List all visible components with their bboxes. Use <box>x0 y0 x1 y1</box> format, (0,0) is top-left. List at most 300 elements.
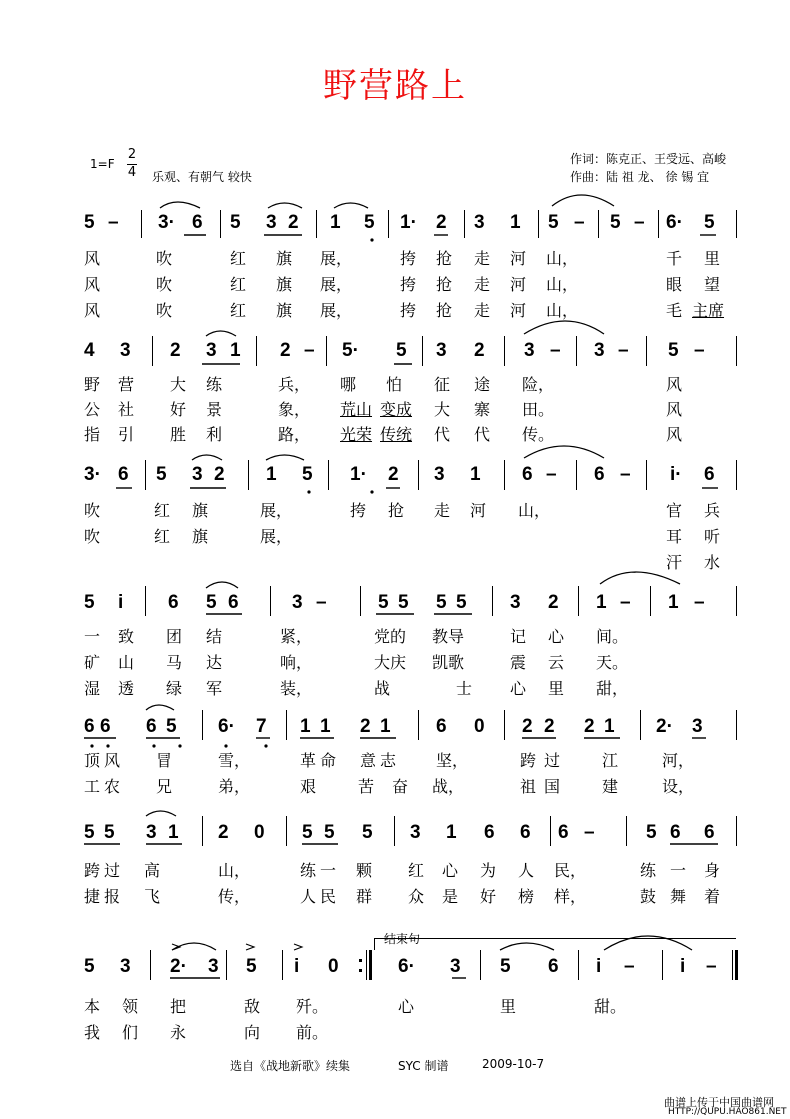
lyric: 舞 <box>670 887 687 906</box>
note: – <box>618 340 629 361</box>
note: 6 <box>548 956 559 977</box>
note: – <box>304 340 315 361</box>
lyric: 风 <box>666 400 683 419</box>
lyric: 展， <box>320 275 353 294</box>
lyric: 风 <box>84 275 101 294</box>
lyric: 展， <box>320 301 353 320</box>
lyric: 展， <box>320 249 353 268</box>
note: 1 <box>668 592 679 613</box>
slur <box>160 202 200 208</box>
note: i <box>294 956 300 977</box>
slur <box>334 203 368 208</box>
lyric: 高 <box>144 861 161 880</box>
note: 6 <box>704 464 715 485</box>
lyric: 哪 <box>340 375 357 394</box>
note: 5 <box>84 822 95 843</box>
lyric: 心 <box>442 861 459 880</box>
lyric: 心 <box>510 679 527 698</box>
lyric: 透 <box>118 679 135 698</box>
lyric: 报 <box>104 887 121 906</box>
note: 5 <box>84 592 95 613</box>
lyric: 兵， <box>278 375 311 394</box>
lyric: 光荣 <box>340 425 373 444</box>
lyric: 为 <box>480 861 497 880</box>
lyric: 弟， <box>218 777 251 796</box>
note: 6 <box>522 464 533 485</box>
lyric: 征 <box>434 375 451 394</box>
note: 5 <box>84 956 95 977</box>
lyricist-credit: 作词：陈克正、王受远、高峻 <box>570 152 727 166</box>
lyric: 望 <box>704 275 721 294</box>
note: 1 <box>446 822 457 843</box>
lyric: 吹 <box>84 501 101 520</box>
lyric: 象， <box>278 400 311 419</box>
engraver-note: SYC 制谱 <box>398 1059 449 1073</box>
note: 2 <box>474 340 485 361</box>
note: 2 <box>288 212 299 233</box>
lyric: 田。 <box>522 400 555 419</box>
lyric: 革 <box>300 751 317 770</box>
lyric: 怕 <box>386 375 403 394</box>
lyric: 江 <box>602 751 619 770</box>
note: 6 <box>118 464 129 485</box>
lyric: 公 <box>84 400 101 419</box>
lyric: 命 <box>320 751 337 770</box>
lyric: 走 <box>474 301 491 320</box>
note: – <box>546 464 557 485</box>
note: 5 <box>396 340 407 361</box>
watermark-text: 曲谱上传于中国曲谱网 <box>664 1096 774 1109</box>
lyric: 跨 <box>84 861 101 880</box>
lyric: 民， <box>554 861 587 880</box>
lyric: 绿 <box>166 679 183 698</box>
low-octave-dot <box>152 744 155 747</box>
lyric: 景 <box>206 400 223 419</box>
lyric: 大 <box>434 400 451 419</box>
note: 1 <box>510 212 521 233</box>
lyric: 山， <box>218 861 251 880</box>
lyric: 指 <box>84 425 101 444</box>
lyric: 吹 <box>156 249 173 268</box>
note: 0 <box>254 822 265 843</box>
lyric: 跨 <box>520 751 537 770</box>
note: 5 <box>206 592 217 613</box>
lyric: 前。 <box>296 1023 329 1042</box>
lyric: 挎 <box>350 501 367 520</box>
lyric: 风 <box>84 301 101 320</box>
lyric: 荒山 <box>340 400 373 419</box>
note: 1 <box>380 716 391 737</box>
lyric: 旗 <box>192 501 209 520</box>
note: 3 <box>474 212 485 233</box>
lyric: 紧， <box>280 627 313 646</box>
lyric: 马 <box>166 653 183 672</box>
note: 5 <box>378 592 389 613</box>
lyric: 震 <box>510 653 527 672</box>
note: 5 <box>668 340 679 361</box>
lyric: 传统 <box>380 425 413 444</box>
note: 3 <box>192 464 203 485</box>
note: 5 <box>704 212 715 233</box>
note: 3 <box>436 340 447 361</box>
note: 3 <box>594 340 605 361</box>
lyric: 毛 <box>666 301 683 320</box>
lyric: 听 <box>704 527 721 546</box>
lyric: 红 <box>154 501 171 520</box>
slur <box>552 195 614 206</box>
note: 2 <box>388 464 399 485</box>
lyric: 大庆 <box>374 653 407 672</box>
note: 1 <box>330 212 341 233</box>
lyric: 意 <box>360 751 377 770</box>
lyric: 民 <box>320 887 337 906</box>
note: 2 <box>170 340 181 361</box>
note: 3 <box>120 956 131 977</box>
lyric: 把 <box>170 997 187 1016</box>
song-title: 野营路上 <box>323 66 467 106</box>
lyric: 团 <box>166 627 183 646</box>
lyric: 记 <box>510 627 527 646</box>
note: 6 <box>558 822 569 843</box>
note: 1 <box>168 822 179 843</box>
lyric: 众 <box>408 887 425 906</box>
note: 1 <box>300 716 311 737</box>
note: 2 <box>522 716 533 737</box>
lyric: 里 <box>548 679 565 698</box>
note: 2· <box>170 956 187 977</box>
lyric: 抢 <box>436 249 453 268</box>
lyric: 歼。 <box>296 997 329 1016</box>
lyric: 代 <box>434 425 451 444</box>
note: – <box>574 212 585 233</box>
note: 5 <box>610 212 621 233</box>
low-octave-dot <box>90 744 93 747</box>
note: i <box>596 956 602 977</box>
note: 3· <box>84 464 101 485</box>
lyric: 祖 <box>520 777 537 796</box>
lyric: 群 <box>356 887 373 906</box>
lyric: 人 <box>300 887 317 906</box>
lyric: 我 <box>84 1023 101 1042</box>
lyric: 主席 <box>692 301 725 320</box>
note: 6 <box>100 716 111 737</box>
note: – <box>706 956 717 977</box>
lyric: 工 <box>84 777 101 796</box>
note: 0 <box>474 716 485 737</box>
lyric: 甜， <box>596 679 629 698</box>
note: 5 <box>302 464 313 485</box>
note: 5· <box>342 340 359 361</box>
note: 2 <box>214 464 225 485</box>
note: 1 <box>604 716 615 737</box>
note: 3 <box>146 822 157 843</box>
note: 5 <box>302 822 313 843</box>
lyric: 传， <box>218 887 251 906</box>
note: 3· <box>158 212 175 233</box>
lyric: 红 <box>230 249 247 268</box>
slur <box>146 811 176 816</box>
note: 6 <box>84 716 95 737</box>
lyric: 走 <box>434 501 451 520</box>
lyric: 身 <box>704 861 721 880</box>
note: 5 <box>84 212 95 233</box>
lyric: 旗 <box>276 301 293 320</box>
note: – <box>316 592 327 613</box>
lyric: 天。 <box>596 653 629 672</box>
lyric: 营 <box>118 375 135 394</box>
lyric: 响， <box>280 653 313 672</box>
slur <box>268 203 302 208</box>
note: 3 <box>208 956 219 977</box>
lyric: 甜。 <box>594 997 627 1016</box>
lyric: 奋 <box>392 777 409 796</box>
note: – <box>694 592 705 613</box>
lyric: 水 <box>704 553 721 572</box>
note: 6· <box>666 212 683 233</box>
lyric: 好 <box>480 887 497 906</box>
note: 6 <box>168 592 179 613</box>
note: 3 <box>524 340 535 361</box>
lyric: 向 <box>244 1023 261 1042</box>
lyric: 冒 <box>156 751 173 770</box>
lyric: 间。 <box>596 627 629 646</box>
note: 6 <box>228 592 239 613</box>
lyric: 河 <box>470 501 487 520</box>
low-octave-dot <box>370 238 373 241</box>
lyric: 山 <box>118 653 135 672</box>
note: 7 <box>256 716 267 737</box>
lyric: 好 <box>170 400 187 419</box>
slur <box>192 455 222 460</box>
lyric: 官 <box>666 501 683 520</box>
lyric: 抢 <box>436 301 453 320</box>
lyric: 本 <box>84 997 101 1016</box>
low-octave-dot <box>307 490 310 493</box>
note: 5 <box>436 592 447 613</box>
lyric: 艰 <box>300 777 317 796</box>
lyric: 旗 <box>276 275 293 294</box>
lyric: 途 <box>474 375 491 394</box>
note: 6 <box>484 822 495 843</box>
lyric: 士 <box>456 679 473 698</box>
lyric: 党的 <box>374 627 407 646</box>
lyric: 利 <box>206 425 223 444</box>
note: – <box>634 212 645 233</box>
lyric: 展， <box>260 527 293 546</box>
lyric: 胜 <box>170 425 187 444</box>
lyric: 雪， <box>218 751 251 770</box>
tempo-marking: 乐观、有朝气 较快 <box>152 170 252 184</box>
lyric: 是 <box>442 887 459 906</box>
lyric: 顶 <box>84 751 101 770</box>
lyric: 野 <box>84 375 101 394</box>
note: i <box>680 956 686 977</box>
note: – <box>550 340 561 361</box>
lyric: 风 <box>84 249 101 268</box>
lyric: 设， <box>662 777 695 796</box>
note: 5 <box>548 212 559 233</box>
note: – <box>694 340 705 361</box>
lyric: 过 <box>544 751 561 770</box>
note: 3 <box>292 592 303 613</box>
lyric: 旗 <box>276 249 293 268</box>
lyric: 走 <box>474 249 491 268</box>
lyric: 着 <box>704 887 721 906</box>
lyric: 坚， <box>436 751 469 770</box>
lyric: 风 <box>666 375 683 394</box>
lyric: 云 <box>548 653 565 672</box>
note: 5 <box>456 592 467 613</box>
low-octave-dot <box>370 490 373 493</box>
lyric: 练 <box>206 375 223 394</box>
lyric: 结 <box>206 627 223 646</box>
low-octave-dot <box>106 744 109 747</box>
lyric: 一 <box>84 627 101 646</box>
note: 3 <box>410 822 421 843</box>
lyric: 吹 <box>84 527 101 546</box>
note: – <box>108 212 119 233</box>
lyric: 汗 <box>666 553 683 572</box>
lyric: 变成 <box>380 400 413 419</box>
lyric: 社 <box>118 400 135 419</box>
note: 1· <box>350 464 367 485</box>
source-note: 选自《战地新歌》续集 <box>230 1059 351 1073</box>
lyric: 千 <box>666 249 683 268</box>
lyric: 教导 <box>432 627 465 646</box>
note: 5 <box>104 822 115 843</box>
note: 5 <box>156 464 167 485</box>
lyric: 建 <box>602 777 619 796</box>
slur <box>500 943 554 950</box>
lyric: 险， <box>522 375 555 394</box>
lyric: 战 <box>374 679 391 698</box>
low-octave-dot <box>264 744 267 747</box>
lyric: 一 <box>670 861 687 880</box>
lyric: 国 <box>544 777 561 796</box>
lyric: 样， <box>554 887 587 906</box>
note: – <box>620 464 631 485</box>
lyric: 红 <box>230 301 247 320</box>
lyric: 代 <box>474 425 491 444</box>
note: 6 <box>436 716 447 737</box>
lyric: 领 <box>122 997 139 1016</box>
note: i· <box>670 464 682 485</box>
note: 3 <box>120 340 131 361</box>
lyric: 吹 <box>156 301 173 320</box>
note: 6· <box>398 956 415 977</box>
note: – <box>620 592 631 613</box>
note: 5 <box>246 956 257 977</box>
lyric: 兵 <box>704 501 721 520</box>
time-signature-denominator: 4 <box>127 165 137 180</box>
lyric: 引 <box>118 425 135 444</box>
note: 4 <box>84 340 95 361</box>
note: 2 <box>280 340 291 361</box>
lyric: 永 <box>170 1023 187 1042</box>
lyric: 颗 <box>356 861 373 880</box>
note: 6 <box>670 822 681 843</box>
note: 2 <box>218 822 229 843</box>
lyric: 一 <box>320 861 337 880</box>
lyric: 展， <box>260 501 293 520</box>
lyric: 抢 <box>436 275 453 294</box>
note: 2 <box>544 716 555 737</box>
lyric: 练 <box>300 861 317 880</box>
lyric: 过 <box>104 861 121 880</box>
note: 5 <box>398 592 409 613</box>
lyric: 凯歌 <box>432 653 465 672</box>
lyric: 榜 <box>518 887 535 906</box>
note: 5 <box>364 212 375 233</box>
lyric: 军 <box>206 679 223 698</box>
lyric: 达 <box>206 653 223 672</box>
lyric: 敌 <box>244 997 261 1016</box>
accent-mark <box>246 944 254 950</box>
lyric: 抢 <box>388 501 405 520</box>
lyric: 农 <box>104 777 121 796</box>
lyric: 苦 <box>358 777 375 796</box>
note: 5 <box>166 716 177 737</box>
lyric: 风 <box>666 425 683 444</box>
time-signature-numerator: 2 <box>127 147 137 162</box>
note: 5 <box>500 956 511 977</box>
lyric: 河 <box>510 275 527 294</box>
lyric: 心 <box>548 627 565 646</box>
note: 2 <box>548 592 559 613</box>
note: 6· <box>218 716 235 737</box>
lyric: 们 <box>122 1023 139 1042</box>
lyric: 红 <box>408 861 425 880</box>
composer-credit: 作曲：陆 祖 龙、 徐 锡 宜 <box>570 170 710 184</box>
note: 3 <box>692 716 703 737</box>
lyric: 湿 <box>84 679 101 698</box>
lyric: 矿 <box>84 653 101 672</box>
lyric: 山， <box>546 275 579 294</box>
lyric: 挎 <box>400 301 417 320</box>
note: 1 <box>470 464 481 485</box>
note: 2 <box>584 716 595 737</box>
note: 1 <box>320 716 331 737</box>
note: 5 <box>324 822 335 843</box>
lyric: 山， <box>546 249 579 268</box>
key-signature: 1=F <box>90 157 115 171</box>
slur <box>146 705 174 710</box>
lyric: 战， <box>432 777 465 796</box>
lyric: 兄 <box>156 777 173 796</box>
slur <box>604 936 692 950</box>
note: – <box>584 822 595 843</box>
note: i <box>118 592 124 613</box>
note: 5 <box>362 822 373 843</box>
lyric: 山， <box>546 301 579 320</box>
note: 6 <box>594 464 605 485</box>
lyric: 红 <box>230 275 247 294</box>
lyric: 飞 <box>144 887 161 906</box>
note: 3 <box>434 464 445 485</box>
lyric: 练 <box>640 861 657 880</box>
note: 5 <box>646 822 657 843</box>
lyric: 寨 <box>474 400 491 419</box>
note: 3 <box>266 212 277 233</box>
lyric: 吹 <box>156 275 173 294</box>
ending-label: 结束句 <box>384 932 421 946</box>
lyric: 河， <box>662 751 695 770</box>
lyric: 山， <box>518 501 551 520</box>
lyric: 红 <box>154 527 171 546</box>
slur <box>206 331 236 336</box>
note: 6 <box>520 822 531 843</box>
note: 2 <box>360 716 371 737</box>
